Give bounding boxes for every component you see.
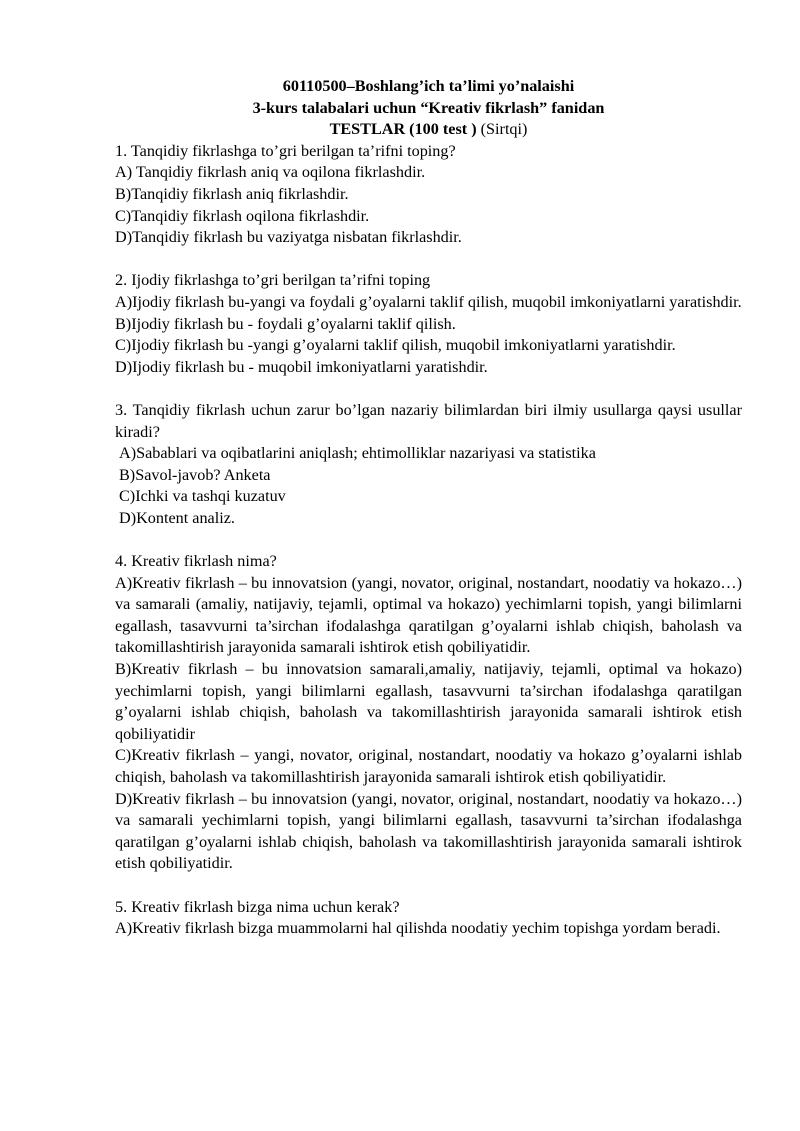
spacer — [115, 875, 742, 897]
question-5-option-a: A)Kreativ fikrlash bizga muammolarni hal qilishda noodatiy yechim topishga yordam beradi. — [115, 919, 721, 938]
question-5-text: 5. Kreativ fikrlash bizga nima uchun kerak? — [115, 897, 400, 916]
question-1-option-d: D)Tanqidiy fikrlash bu vaziyatga nisbatan fikrlashdir. — [115, 228, 462, 247]
spacer — [115, 249, 742, 271]
question-4-option-b: B)Kreativ fikrlash – bu innovatsion samarali,amaliy, natijaviy, tejamli, optimal va hokazo) yechimlarni topish, yangi bilimlarni egallash, tasavvurni ta’sirchan ifodalashga qaratilgan g’oyalarni ishlab chiqish, baholash va takomillashtirish jarayonida samarali ishtirok etish qobiliyatidir — [115, 660, 742, 743]
question-block-5 — [115, 897, 742, 940]
question-4-option-c: C)Kreativ fikrlash – yangi, novator, original, nostandart, noodatiy va hokazo g’oyalarni ishlab chiqish, baholash va takomillashtirish jarayonida samarali ishtirok etish qobiliyatidir. — [115, 746, 742, 786]
question-1-option-b: B)Tanqidiy fikrlash aniq fikrlashdir. — [115, 184, 349, 203]
question-1-option-c: C)Tanqidiy fikrlash oqilona fikrlashdir. — [115, 206, 370, 225]
question-block-2 — [115, 270, 742, 378]
header-subtitle: (Sirtqi) — [476, 120, 528, 139]
question-1-text: 1. Tanqidiy fikrlashga to’gri berilgan ta’rifni toping? — [115, 141, 456, 160]
question-4-text: 4. Kreativ fikrlash nima? — [115, 552, 277, 571]
header-line-1: 60110500–Boshlang’ich ta’limi yo’nalaishi — [282, 77, 575, 95]
question-2-option-a: A)Ijodiy fikrlash bu-yangi va foydali g’oyalarni taklif qilish, muqobil imkoniyatlarni yaratishdir. — [115, 292, 742, 311]
question-4-option-a: A)Kreativ fikrlash – bu innovatsion (yangi, novator, original, nostandart, noodatiy va hokazo…) va samarali (amaliy, natijaviy, tejamli, optimal va hokazo) yechimlarni topish, yangi bilimlarni egallash, tasavvurni ta’sirchan ifodalashga qaratilgan g’oyalarni ishlab chiqish, baholash va takomillashtirish jarayonida samarali ishtirok etish qobiliyatidir. — [115, 573, 742, 657]
question-block-4 — [115, 551, 742, 875]
question-3-text: 3. Tanqidiy fikrlash uchun zarur bo’lgan nazariy bilimlardan biri ilmiy usullarga qaysi usullar kiradi? — [115, 400, 742, 441]
question-3-option-b: B)Savol-javob? Anketa — [119, 465, 271, 484]
question-3-option-c: C)Ichki va tashqi kuzatuv — [119, 487, 286, 506]
question-2-option-b: B)Ijodiy fikrlash bu - foydali g’oyalarni taklif qilish. — [115, 314, 456, 333]
question-2-text: 2. Ijodiy fikrlashga to’gri berilgan ta’rifni toping — [115, 271, 431, 290]
spacer — [115, 529, 742, 551]
spacer — [115, 378, 742, 400]
header-line-3 — [115, 119, 742, 141]
document-header — [115, 76, 742, 141]
question-1-option-a: A) Tanqidiy fikrlash aniq va oqilona fikrlashdir. — [115, 163, 426, 182]
header-line-2: 3-kurs talabalari uchun “Kreativ fikrlash” fanidan — [252, 98, 605, 117]
question-block-1 — [115, 141, 742, 249]
question-3-option-d: D)Kontent analiz. — [119, 508, 235, 527]
header-title: TESTLAR (100 test ) — [329, 120, 477, 139]
question-3-option-a: A)Sabablari va oqibatlarini aniqlash; ehtimolliklar nazariyasi va statistika — [119, 444, 596, 463]
question-4-option-d: D)Kreativ fikrlash – bu innovatsion (yangi, novator, original, nostandart, noodatiy va hokazo…) va samarali yechimlarni topish, yangi bilimlarni egallash, tasavvurni ta’sirchan ifodalashga qaratilgan g’oyalarni ishlab chiqish, baholash va takomillashtirish jarayonida samarali ishtirok etish qobiliyatidir. — [115, 789, 742, 873]
question-2-option-d: D)Ijodiy fikrlash bu - muqobil imkoniyatlarni yaratishdir. — [115, 357, 488, 376]
question-2-option-c: C)Ijodiy fikrlash bu -yangi g’oyalarni taklif qilish, muqobil imkoniyatlarni yaratishdir. — [115, 336, 676, 355]
question-block-3 — [115, 400, 742, 530]
document-page — [115, 76, 742, 940]
